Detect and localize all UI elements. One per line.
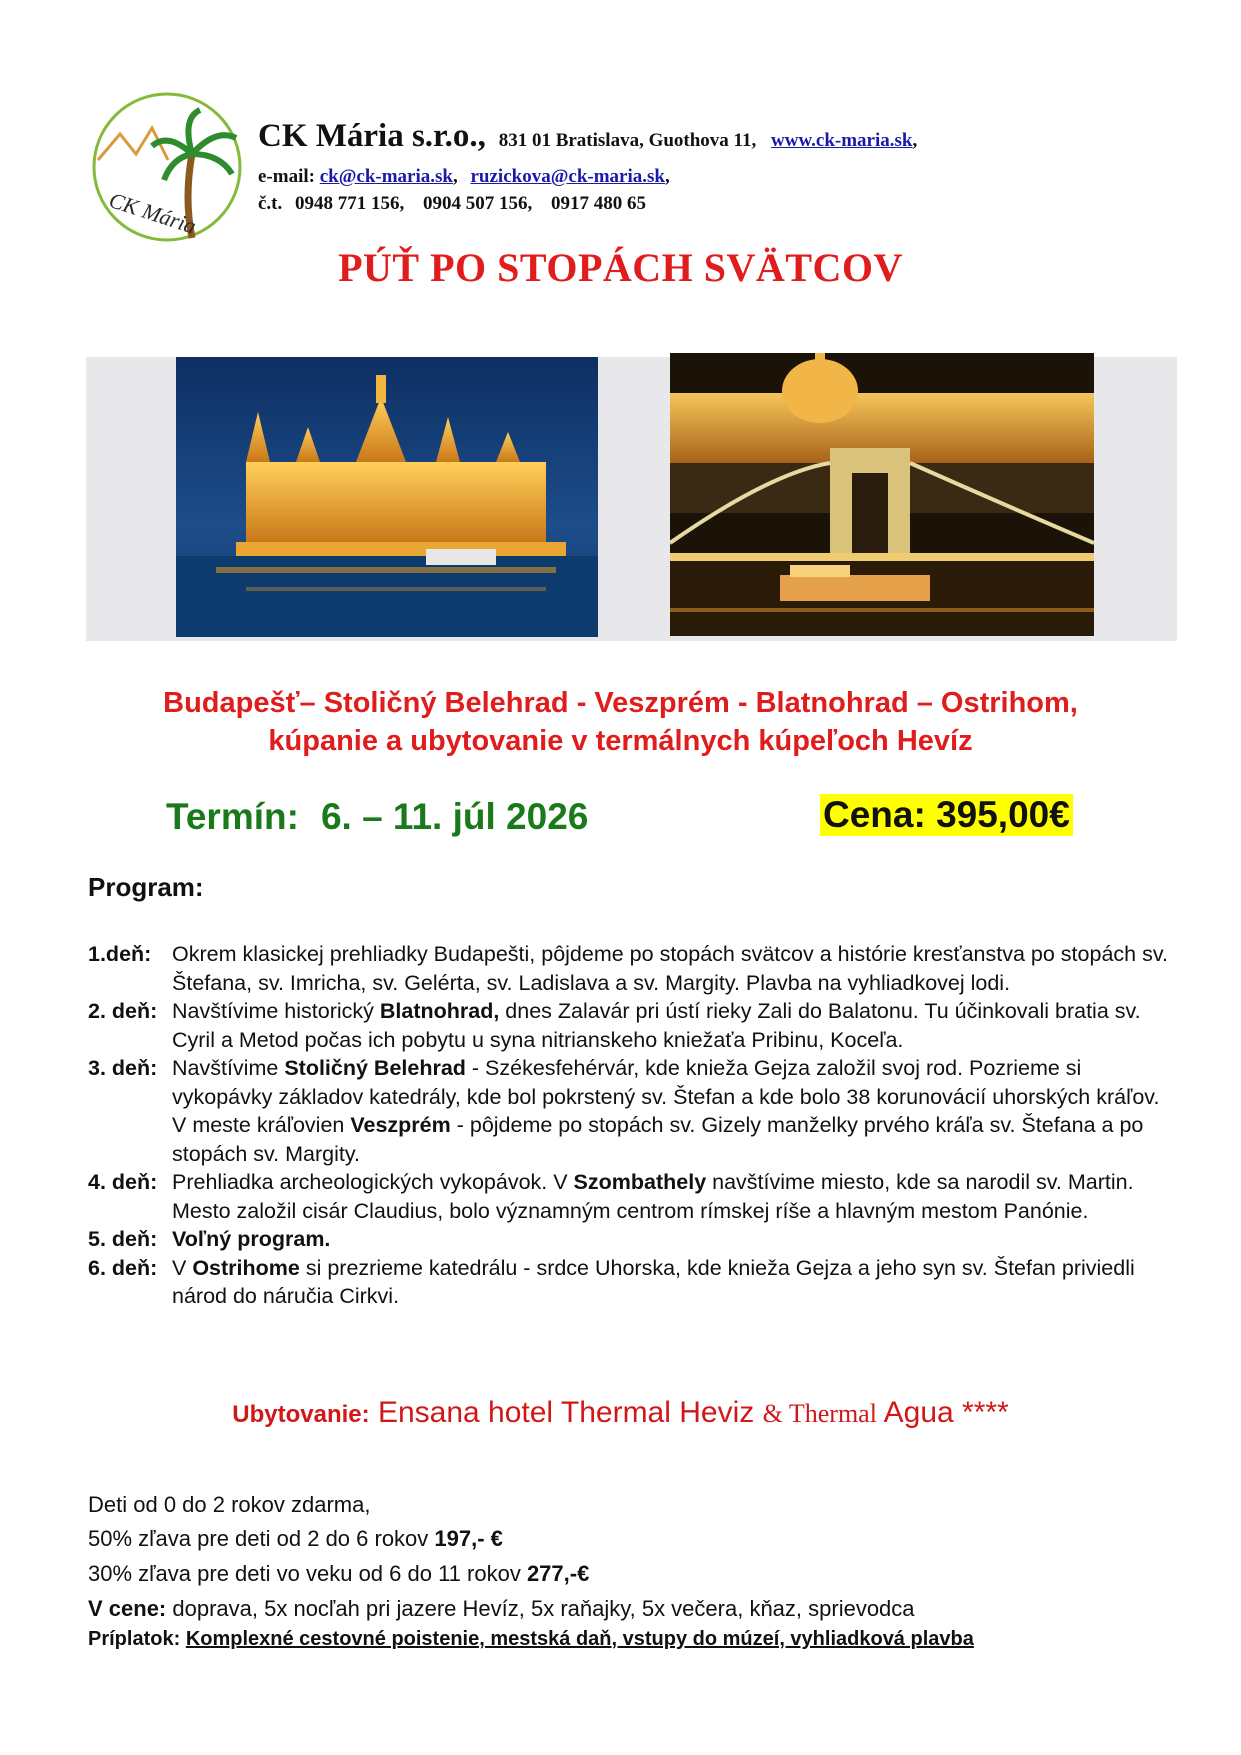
accommodation-label: Ubytovanie: — [232, 1401, 370, 1428]
page-title: PÚŤ PO STOPÁCH SVÄTCOV — [338, 245, 903, 290]
svg-text:CK Mária: CK Mária — [106, 187, 200, 239]
program-text: navštívime miesto, kde sa narodil sv. Martin. Mesto založil cisár Claudius, bolo významným centrom rímskej ríše a hlavným mestom Panónie. — [172, 1170, 1134, 1223]
accommodation-amp: & Thermal — [762, 1399, 877, 1428]
program-text: si prezrieme katedrálu - srdce Uhorska, kde knieža Gejza a jeho syn sv. Štefan priviedli národ do náručia Cirkvi. — [172, 1255, 1135, 1308]
header-line-company — [258, 118, 917, 155]
included-text: doprava, 5x nocľah pri jazere Hevíz, 5x raňajky, 5x večera, kňaz, sprievodca — [166, 1596, 915, 1621]
program-day-label: 1.deň: — [88, 942, 152, 966]
program-day-label: 2. deň: — [88, 999, 158, 1023]
phone-label: č.t. — [258, 193, 283, 214]
photo-chain-bridge — [670, 353, 1094, 636]
pricing-kids-30 — [88, 1561, 589, 1587]
program-place: Blatnohrad, — [379, 999, 500, 1023]
price-highlight: Cena: 395,00€ — [820, 794, 1073, 836]
term — [166, 796, 588, 838]
accommodation-name-2: Agua **** — [883, 1396, 1009, 1429]
route-line-1: Budapešť– Stoličný Belehrad - Veszprém - Blatnohrad – Ostrihom, — [163, 687, 1078, 719]
term-label: Termín: — [166, 796, 299, 837]
program-text: Prehliadka archeologických vykopávok. V — [172, 1170, 574, 1194]
phone-1: 0948 771 156, — [295, 193, 405, 214]
price-extras — [88, 1628, 974, 1651]
route-description — [60, 684, 1181, 760]
program-heading: Program: — [88, 872, 204, 902]
pricing-kids-50 — [88, 1526, 503, 1552]
route-line-2: kúpanie a ubytovanie v termálnych kúpeľoch Hevíz — [268, 725, 973, 757]
website-separator: , — [912, 130, 918, 151]
program-place: Veszprém — [350, 1113, 451, 1137]
program-place: Szombathely — [573, 1170, 707, 1194]
kids2-price: 277,-€ — [526, 1561, 590, 1586]
program-place: Voľný program. — [172, 1227, 331, 1251]
program-text: - pôjdeme po stopách sv. Gizely manželky prvého kráľa sv. Štefana a po stopách sv. Margity. — [172, 1113, 1144, 1166]
kids1-price: 197,- € — [434, 1526, 503, 1551]
program-text: - Székesfehérvár, kde knieža Gejza založil svoj rod. Pozrieme si vykopávky základov katedrály, kde bol pokrstený sv. Štefan a kde bolo 38 korunovácií uhorských kráľov. V meste kráľovien — [172, 1056, 1160, 1137]
pricing-kids-free: Deti od 0 do 2 rokov zdarma, — [88, 1492, 371, 1517]
program-text: V — [172, 1255, 193, 1280]
program-day-label: 3. deň: — [88, 1056, 158, 1080]
program-day — [88, 1225, 1168, 1254]
term-value: 6. – 11. júl 2026 — [320, 796, 589, 837]
header-line-email — [258, 166, 670, 188]
program-place: Stoličný Belehrad — [284, 1056, 466, 1080]
kids2-text: 30% zľava pre deti vo veku od 6 do 11 rokov — [88, 1561, 527, 1586]
photo-parliament — [176, 357, 598, 637]
website-link[interactable]: www.ck-maria.sk — [771, 130, 913, 151]
header-line-phone — [258, 193, 646, 215]
extra-label: Príplatok: — [88, 1628, 181, 1650]
email-link-2[interactable]: ruzickova@ck-maria.sk — [470, 166, 665, 187]
kids1-text: 50% zľava pre deti od 2 do 6 rokov — [88, 1526, 435, 1551]
accommodation — [0, 1396, 1241, 1430]
company-logo — [88, 88, 248, 246]
program-text: Navštívime historický — [172, 999, 380, 1023]
phone-2: 0904 507 156, — [423, 193, 533, 214]
program-day-label: 5. deň: — [88, 1227, 158, 1251]
phone-3: 0917 480 65 — [551, 193, 647, 214]
email-link-1[interactable]: ck@ck-maria.sk — [319, 166, 453, 187]
email-sep-1: , — [453, 166, 458, 187]
program-day — [88, 1054, 1168, 1168]
program-text: dnes Zalavár pri ústí rieky Zali do Balatonu. Tu účinkovali bratia sv. Cyril a Metod počas ich pobytu u syna nitrianskeho kniežaťa Pribinu, Koceľa. — [172, 999, 1141, 1052]
program-day — [88, 940, 1168, 997]
program-list — [88, 940, 1168, 1311]
price-includes — [88, 1596, 915, 1622]
program-day — [88, 1254, 1168, 1311]
program-place: Ostrihome — [192, 1255, 300, 1280]
extra-text: Komplexné cestovné poistenie, mestská daň, vstupy do múzeí, vyhliadková plavba — [185, 1628, 974, 1650]
program-day — [88, 1168, 1168, 1225]
email-sep-2: , — [664, 166, 670, 187]
program-day-label: 6. deň: — [88, 1255, 158, 1280]
company-address: 831 01 Bratislava, Guothova 11, — [498, 130, 757, 151]
included-label: V cene: — [88, 1596, 167, 1621]
program-day-label: 4. deň: — [88, 1170, 158, 1194]
accommodation-name-1: Ensana hotel Thermal Heviz — [377, 1396, 755, 1429]
email-label: e-mail: — [258, 166, 315, 187]
program-text: Navštívime — [172, 1056, 285, 1080]
program-day — [88, 997, 1168, 1054]
company-name: CK Mária s.r.o., — [258, 118, 486, 154]
program-text: Okrem klasickej prehliadky Budapešti, pôjdeme po stopách svätcov a histórie kresťanstva po stopách sv. Štefana, sv. Imricha, sv. Gelérta, sv. Ladislava a sv. Margity. Plavba na vyhliadkovej lodi. — [172, 942, 1168, 995]
